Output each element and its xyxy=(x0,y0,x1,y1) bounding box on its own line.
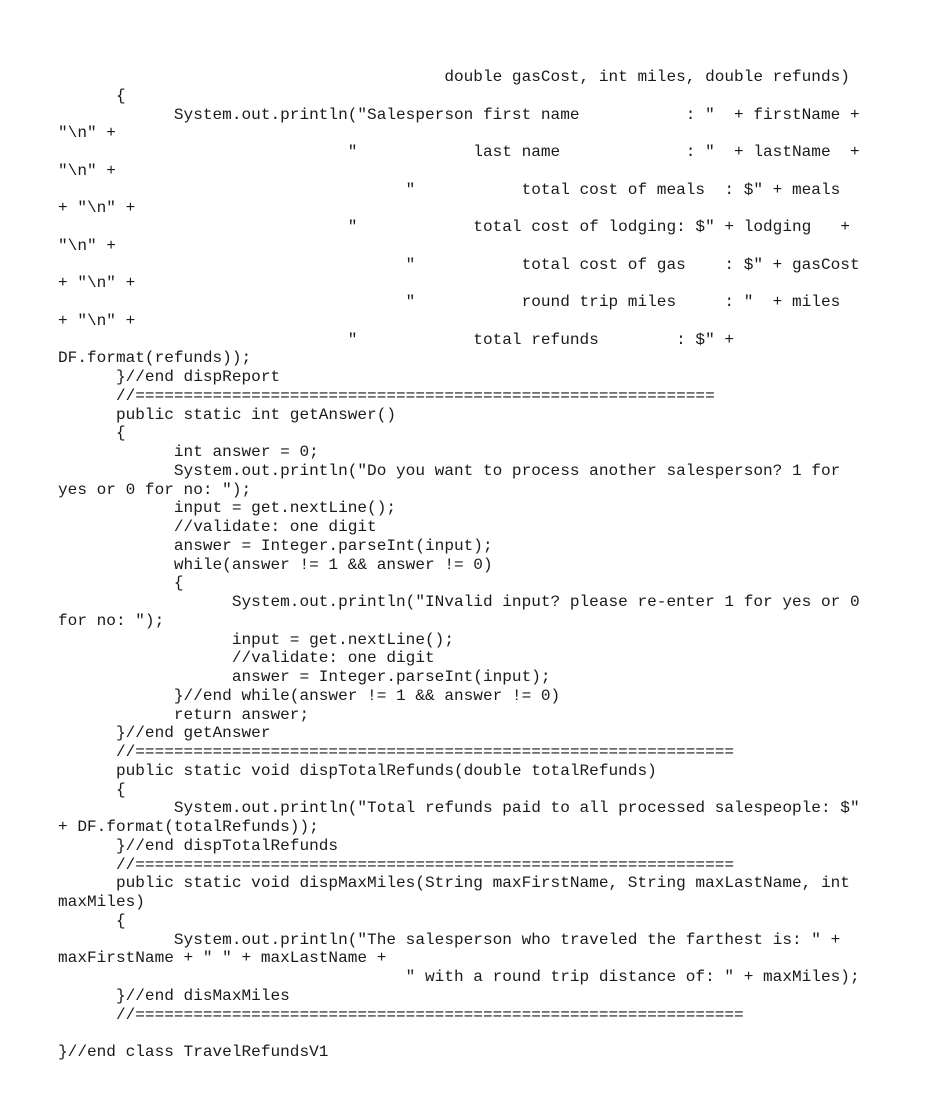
code-line: yes or 0 for no: "); xyxy=(58,480,252,499)
code-line: }//end dispTotalRefunds xyxy=(58,836,339,855)
code-line: " last name : " + lastName + xyxy=(58,143,860,161)
code-line: DF.format(refunds)); xyxy=(58,349,252,368)
code-line: { xyxy=(58,780,126,799)
code-line: " total refunds : $" + xyxy=(58,330,735,349)
code-line: //validate: one digit xyxy=(58,649,435,668)
code-line: " total cost of gas : $" + gasCost xyxy=(58,255,860,274)
code-line: " with a round trip distance of: " + maxMiles); xyxy=(58,968,860,986)
code-line: " total cost of lodging: $" + lodging + xyxy=(58,218,850,236)
code-line: //============================================================== xyxy=(58,743,735,761)
code-line: { xyxy=(58,911,126,930)
code-line: " round trip miles : " + miles xyxy=(58,293,841,311)
code-line: public static int getAnswer() xyxy=(58,405,397,424)
code-line: //============================================================== xyxy=(58,855,735,874)
code-line xyxy=(58,1024,860,1043)
code-line: }//end dispReport xyxy=(58,368,281,386)
code-line: "\n" + xyxy=(58,161,116,180)
code-line: //validate: one digit xyxy=(58,518,377,536)
code-line: System.out.println("INvalid input? please re-enter 1 for yes or 0 xyxy=(58,593,860,611)
code-line: int answer = 0; xyxy=(58,443,319,461)
code-line: { xyxy=(58,574,184,593)
code-line: System.out.println("The salesperson who traveled the farthest is: " + xyxy=(58,930,841,949)
code-line: System.out.println("Do you want to process another salesperson? 1 for xyxy=(58,461,841,480)
code-line: //============================================================ xyxy=(58,386,715,405)
code-line: " total cost of meals : $" + meals xyxy=(58,180,841,199)
code-line: answer = Integer.parseInt(input); xyxy=(58,536,493,555)
code-line: }//end class TravelRefundsV1 xyxy=(58,1043,329,1061)
code-line: }//end while(answer != 1 && answer != 0) xyxy=(58,686,561,705)
code-line: System.out.println("Salesperson first name : " + firstName + xyxy=(58,105,860,124)
code-listing xyxy=(58,68,860,1062)
code-line: answer = Integer.parseInt(input); xyxy=(58,668,551,686)
code-line: "\n" + xyxy=(58,236,116,255)
code-line: input = get.nextLine(); xyxy=(58,499,397,518)
code-line: double gasCost, int miles, double refunds) xyxy=(58,68,850,86)
code-line: + "\n" + xyxy=(58,311,136,330)
code-line: System.out.println("Total refunds paid to all processed salespeople: $" xyxy=(58,799,860,818)
code-line: //=============================================================== xyxy=(58,1005,744,1024)
code-line: public static void dispTotalRefunds(double totalRefunds) xyxy=(58,761,657,780)
code-line: return answer; xyxy=(58,705,310,724)
code-line: while(answer != 1 && answer != 0) xyxy=(58,555,493,574)
code-line: "\n" + xyxy=(58,124,116,143)
code-line: { xyxy=(58,86,126,105)
code-line: + DF.format(totalRefunds)); xyxy=(58,818,319,836)
code-line: public static void dispMaxMiles(String maxFirstName, String maxLastName, int xyxy=(58,874,850,893)
code-line: for no: "); xyxy=(58,611,165,630)
code-line: maxMiles) xyxy=(58,893,145,911)
code-line: + "\n" + xyxy=(58,199,136,218)
code-line: + "\n" + xyxy=(58,274,136,293)
code-line: input = get.nextLine(); xyxy=(58,630,454,649)
code-line: }//end disMaxMiles xyxy=(58,986,290,1005)
code-line: maxFirstName + " " + maxLastName + xyxy=(58,949,387,968)
code-line: }//end getAnswer xyxy=(58,724,271,743)
code-line: { xyxy=(58,424,126,443)
